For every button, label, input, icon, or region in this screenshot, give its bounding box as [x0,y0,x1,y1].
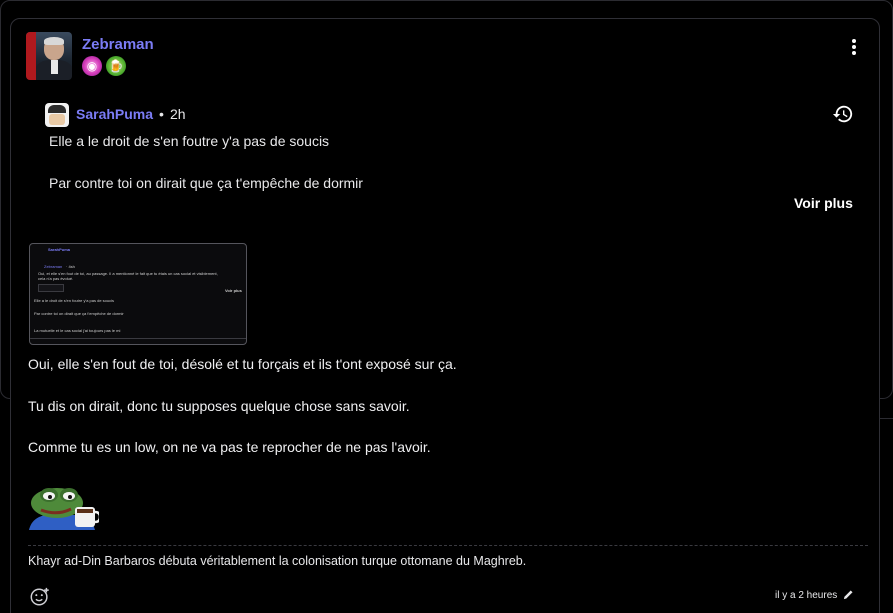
shot-embedded-box [38,284,64,292]
author-badges [82,56,126,76]
voir-plus-link[interactable]: Voir plus [794,195,853,211]
shot-line: Elle a le droit de s'en foutre y'a pas de soucis [34,298,115,303]
quoted-author-avatar[interactable] [45,103,69,127]
add-reaction-icon[interactable] [29,586,51,608]
post-options-menu-icon[interactable] [846,37,862,57]
shot-line: Par contre toi on dirait que ça t'empêche de dormir [34,311,124,316]
quoted-time: 2h [170,106,186,122]
shot-divider [30,338,247,339]
author-name[interactable]: Zebraman [82,36,154,53]
edit-pencil-icon[interactable] [843,589,854,600]
quoted-text-line: Elle a le droit de s'en foutre y'a pas de soucis [49,133,330,149]
beer-mug-badge-icon[interactable]: 🍺 [106,56,126,76]
shot-nested-author: Zebraman [44,264,63,269]
pink-orb-badge-icon[interactable]: ◉ [82,56,102,76]
quoted-separator: • [159,106,164,122]
shot-nested-time: · 4sh [66,264,75,269]
post-paragraph: Oui, elle s'en fout de toi, désolé et tu forçais et ils t'ont exposé sur ça. [28,356,457,372]
history-icon[interactable] [832,103,854,125]
shot-nested-text: Oui, et elle s'en fout de toi, au passage. Il a mentionné le fait que tu étais un cas social et visiblement, cela n'a pas évolué. [38,271,218,281]
quoted-text-line: Par contre toi on dirait que ça t'empêche de dormir [49,175,363,191]
attached-screenshot[interactable] [29,243,247,345]
forum-post [10,18,880,613]
author-signature: Khayr ad-Din Barbaros débuta véritablement la colonisation turque ottomane du Maghreb. [28,554,527,568]
post-paragraph: Comme tu es un low, on ne va pas te reprocher de ne pas l'avoir. [28,439,431,455]
shot-line: La mutuelle et le cas social j'ai toujours pas le mi [34,328,121,333]
author-avatar[interactable] [26,32,72,80]
shot-voir-plus: Voir plus [225,288,242,293]
post-timestamp: il y a 2 heures [775,590,838,601]
pepe-coffee-sticker [27,483,99,531]
quoted-author-name[interactable]: SarahPuma [76,106,154,122]
signature-divider [28,545,868,546]
shot-author: SarahPuma [48,247,71,252]
post-paragraph: Tu dis on dirait, donc tu supposes quelque chose sans savoir. [28,398,410,414]
